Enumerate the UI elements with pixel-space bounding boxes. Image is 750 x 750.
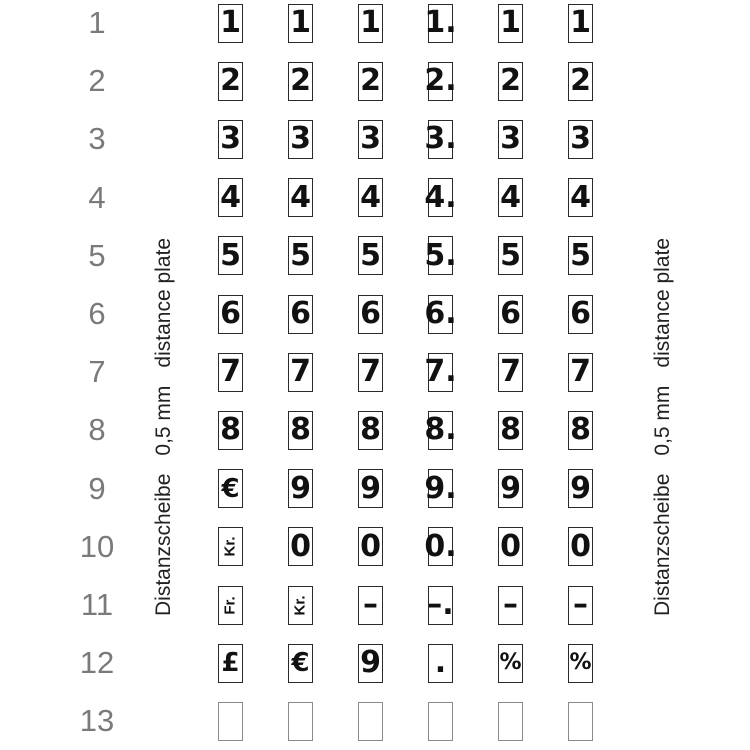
- row-number: 4: [88, 179, 106, 215]
- type-character-cell: [498, 353, 523, 392]
- type-character-cell: [218, 353, 243, 392]
- type-character-cell: [498, 120, 523, 159]
- type-character: 8: [220, 412, 241, 448]
- type-character-cell: [428, 644, 453, 683]
- type-character-cell: [288, 411, 313, 450]
- type-character-cell: [568, 644, 593, 683]
- type-character-cell: [218, 178, 243, 217]
- type-character: 8: [360, 412, 381, 448]
- type-character: 2: [290, 63, 311, 99]
- type-character-cell: [568, 411, 593, 450]
- type-character: Kr.: [221, 536, 239, 557]
- type-character: 1: [220, 5, 241, 40]
- empty-type-slot: [498, 702, 523, 741]
- type-character-cell: [218, 411, 243, 450]
- type-character: 9: [290, 470, 311, 506]
- type-character-cell: [358, 62, 383, 101]
- side-label-right-german: Distanzscheibe: [651, 473, 674, 616]
- type-character-cell: [288, 62, 313, 101]
- type-character: 7: [360, 354, 381, 390]
- type-character: 4: [500, 179, 521, 215]
- type-character: 1.: [424, 5, 457, 40]
- type-character: 3: [290, 121, 311, 157]
- type-character-cell: [568, 178, 593, 217]
- type-character: 5: [220, 237, 241, 273]
- type-character: 4: [570, 179, 591, 215]
- type-character-cell: [288, 644, 313, 683]
- type-character: 1: [360, 5, 381, 40]
- type-character: 8: [570, 412, 591, 448]
- type-character: 8: [290, 412, 311, 448]
- type-character-cell: [424, 295, 457, 334]
- row-number: 12: [79, 645, 115, 681]
- type-character-cell: [568, 295, 593, 334]
- type-character-cell: [218, 586, 243, 625]
- type-character: €: [291, 648, 310, 679]
- type-character-cell: [358, 411, 383, 450]
- type-character-cell: [568, 4, 593, 43]
- type-character: 5: [570, 237, 591, 273]
- type-character-cell: [358, 178, 383, 217]
- side-label-left: [152, 238, 176, 616]
- type-character-cell: [498, 411, 523, 450]
- type-character-cell: [424, 120, 457, 159]
- type-character-cell: [218, 644, 243, 683]
- row-number: 9: [88, 470, 106, 506]
- type-character-cell: [498, 62, 523, 101]
- type-character: 1: [290, 5, 311, 40]
- type-character: 6: [290, 296, 311, 331]
- row-number: 10: [79, 528, 115, 564]
- type-character-cell: [358, 469, 383, 508]
- type-character-cell: [288, 236, 313, 275]
- type-character-cell: [424, 178, 457, 217]
- type-character-cell: [218, 469, 243, 508]
- type-character: £: [221, 648, 240, 679]
- type-character-cell: [288, 469, 313, 508]
- type-character-cell: [288, 586, 313, 625]
- type-character-cell: [288, 527, 313, 566]
- type-character: 5: [500, 237, 521, 273]
- type-character-cell: [498, 644, 523, 683]
- row-number: 8: [88, 412, 106, 448]
- type-character-cell: [358, 4, 383, 43]
- type-character-cell: [288, 178, 313, 217]
- type-character-cell: [288, 4, 313, 43]
- type-character-cell: [218, 236, 243, 275]
- type-character: Fr.: [222, 595, 239, 615]
- row-number: 13: [79, 703, 115, 739]
- type-character-cell: [288, 353, 313, 392]
- type-character: 9: [570, 470, 591, 506]
- type-character: €: [221, 473, 240, 504]
- type-character-cell: [424, 469, 457, 508]
- type-character-cell: [424, 236, 457, 275]
- type-character: 5.: [424, 237, 457, 273]
- type-character-cell: [568, 236, 593, 275]
- type-character: %: [499, 650, 522, 676]
- empty-type-slot: [568, 702, 593, 741]
- type-character: 3: [360, 121, 381, 157]
- type-character-cell: [358, 120, 383, 159]
- type-character: 0: [290, 528, 311, 564]
- row-number: 2: [88, 63, 106, 99]
- type-character-cell: [218, 120, 243, 159]
- type-character: 7: [500, 354, 521, 390]
- type-character: –: [363, 587, 378, 622]
- type-character: 8: [500, 412, 521, 448]
- type-character-cell: [568, 527, 593, 566]
- type-character-cell: [424, 353, 457, 392]
- type-character: 2: [570, 63, 591, 99]
- type-character-cell: [568, 469, 593, 508]
- type-character: 1: [500, 5, 521, 40]
- type-character-cell: [218, 527, 243, 566]
- type-character: 5: [290, 237, 311, 273]
- side-label-right-english: distance plate: [651, 237, 674, 368]
- type-character-cell: [498, 178, 523, 217]
- type-character: 3.: [424, 121, 457, 157]
- type-character: 9: [360, 645, 381, 681]
- type-character-cell: [358, 644, 383, 683]
- type-character-cell: [498, 586, 523, 625]
- type-character: 6.: [424, 296, 457, 331]
- type-character-cell: [358, 236, 383, 275]
- type-character: 2.: [424, 63, 457, 99]
- type-character: 2: [360, 63, 381, 99]
- type-character-cell: [498, 4, 523, 43]
- type-character: 9: [360, 470, 381, 506]
- type-character: 3: [220, 121, 241, 157]
- type-character-cell: [428, 586, 453, 625]
- type-character-cell: [498, 527, 523, 566]
- type-character: 7: [570, 354, 591, 390]
- type-character-cell: [218, 295, 243, 334]
- row-number: 6: [88, 296, 106, 331]
- type-character-cell: [424, 411, 457, 450]
- type-character-cell: [424, 527, 457, 566]
- type-character: 4.: [424, 179, 457, 215]
- side-label-left-size: 0,5 mm: [152, 385, 175, 456]
- type-character: 3: [570, 121, 591, 157]
- type-character: –.: [427, 587, 454, 622]
- empty-type-slot: [218, 702, 243, 741]
- type-character: 6: [500, 296, 521, 331]
- type-character-cell: [568, 353, 593, 392]
- side-label-left-english: distance plate: [152, 237, 175, 368]
- type-character: 0: [570, 528, 591, 564]
- type-character-cell: [288, 120, 313, 159]
- type-character: 9: [500, 470, 521, 506]
- side-label-left-german: Distanzscheibe: [152, 473, 175, 616]
- type-character: 6: [220, 296, 241, 331]
- type-character: 8.: [424, 412, 457, 448]
- type-character-cell: [358, 527, 383, 566]
- type-character: .: [434, 645, 447, 681]
- row-number: 7: [88, 354, 106, 390]
- type-character: 2: [500, 63, 521, 99]
- type-character-cell: [568, 62, 593, 101]
- type-character-cell: [218, 62, 243, 101]
- side-label-right: [651, 238, 675, 616]
- type-character: 4: [290, 179, 311, 215]
- type-character-cell: [568, 120, 593, 159]
- row-number: 3: [88, 121, 106, 157]
- type-character: 4: [360, 179, 381, 215]
- type-character: –: [573, 587, 588, 622]
- empty-type-slot: [358, 702, 383, 741]
- type-character-cell: [288, 295, 313, 334]
- side-label-right-size: 0,5 mm: [651, 385, 674, 456]
- type-character-cell: [218, 4, 243, 43]
- type-character: %: [569, 650, 592, 676]
- type-character: 0: [500, 528, 521, 564]
- type-character: 5: [360, 237, 381, 273]
- row-number: 11: [80, 587, 114, 622]
- row-number: 1: [88, 5, 106, 40]
- row-number: 5: [88, 237, 106, 273]
- type-character-cell: [498, 236, 523, 275]
- type-character-cell: [498, 469, 523, 508]
- type-character-cell: [424, 62, 457, 101]
- type-character: 3: [500, 121, 521, 157]
- type-character: –: [503, 587, 518, 622]
- type-character: 0.: [424, 528, 457, 564]
- type-character: 7.: [424, 354, 457, 390]
- type-character: 6: [360, 296, 381, 331]
- type-character-cell: [358, 295, 383, 334]
- type-character-cell: [424, 4, 457, 43]
- type-character-cell: [358, 586, 383, 625]
- type-character-cell: [568, 586, 593, 625]
- type-character: Kr.: [291, 594, 309, 616]
- type-character-cell: [498, 295, 523, 334]
- type-character: 4: [220, 179, 241, 215]
- type-character: 6: [570, 296, 591, 331]
- type-character: 7: [290, 354, 311, 390]
- type-character: 2: [220, 63, 241, 99]
- empty-type-slot: [288, 702, 313, 741]
- type-character: 0: [360, 528, 381, 564]
- type-character: 1: [570, 5, 591, 40]
- type-character: 7: [220, 354, 241, 390]
- type-character-cell: [358, 353, 383, 392]
- type-character: 9.: [424, 470, 457, 506]
- empty-type-slot: [428, 702, 453, 741]
